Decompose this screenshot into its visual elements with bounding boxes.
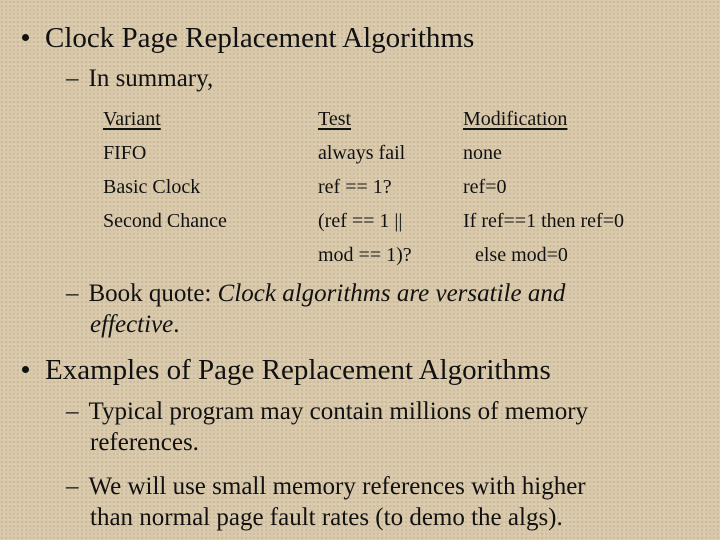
subpoint-in-summary: [66, 63, 213, 94]
book-quote-prefix: Book quote:: [88, 280, 218, 307]
modification-cell-second-chance-line1: If ref==1 then ref=0: [463, 210, 624, 232]
modification-cell-fifo: none: [463, 142, 502, 164]
subpoint-in-summary-text: In summary,: [88, 65, 214, 92]
subpoint-small-memory-line1: [66, 471, 586, 502]
dash-icon: –: [66, 280, 79, 307]
test-header: Test: [318, 108, 352, 130]
modification-cell-basic-clock: ref=0: [463, 176, 507, 198]
test-cell-basic-clock: ref == 1?: [318, 176, 392, 198]
bullet-dot-icon: [22, 34, 29, 41]
typical-program-line1: Typical program may contain millions of memory: [88, 398, 589, 425]
subpoint-typical-program-line1: [66, 396, 588, 427]
subpoint-typical-program-line2: [90, 427, 199, 458]
dash-icon: –: [66, 398, 79, 425]
test-cell-second-chance-line2: mod == 1)?: [318, 244, 412, 266]
test-cell-fifo: always fail: [318, 142, 406, 164]
book-quote-italic-line1: Clock algorithms are versatile and: [217, 280, 566, 307]
small-memory-line2: than normal page fault rates (to demo the algs).: [90, 504, 563, 531]
typical-program-line2: references.: [90, 429, 199, 456]
heading-clock-algorithms-text: Clock Page Replacement Algorithms: [45, 22, 475, 54]
small-memory-line1: We will use small memory references with higher: [88, 473, 586, 500]
subpoint-small-memory-line2: [90, 502, 563, 533]
variant-cell-basic-clock: Basic Clock: [103, 176, 201, 198]
summary-table: [103, 102, 703, 272]
test-column: [318, 102, 453, 272]
heading-examples-text: Examples of Page Replacement Algorithms: [45, 354, 551, 386]
variant-header: Variant: [103, 108, 161, 130]
modification-header: Modification: [463, 108, 568, 130]
heading-clock-algorithms: [22, 21, 474, 55]
variant-column: [103, 102, 293, 238]
test-cell-second-chance-line1: (ref == 1 ||: [318, 210, 403, 232]
modification-cell-second-chance-line2: else mod=0: [475, 244, 568, 266]
book-quote-italic-line2: effective: [90, 311, 174, 338]
heading-examples: [22, 353, 551, 387]
modification-column: [463, 102, 703, 272]
subpoint-book-quote-line2: [90, 309, 180, 340]
variant-cell-second-chance: Second Chance: [103, 210, 227, 232]
bullet-dot-icon: [22, 366, 29, 373]
book-quote-suffix: .: [173, 311, 180, 338]
variant-cell-fifo: FIFO: [103, 142, 147, 164]
dash-icon: –: [66, 473, 79, 500]
subpoint-book-quote-line1: [66, 278, 565, 309]
dash-icon: –: [66, 65, 79, 92]
